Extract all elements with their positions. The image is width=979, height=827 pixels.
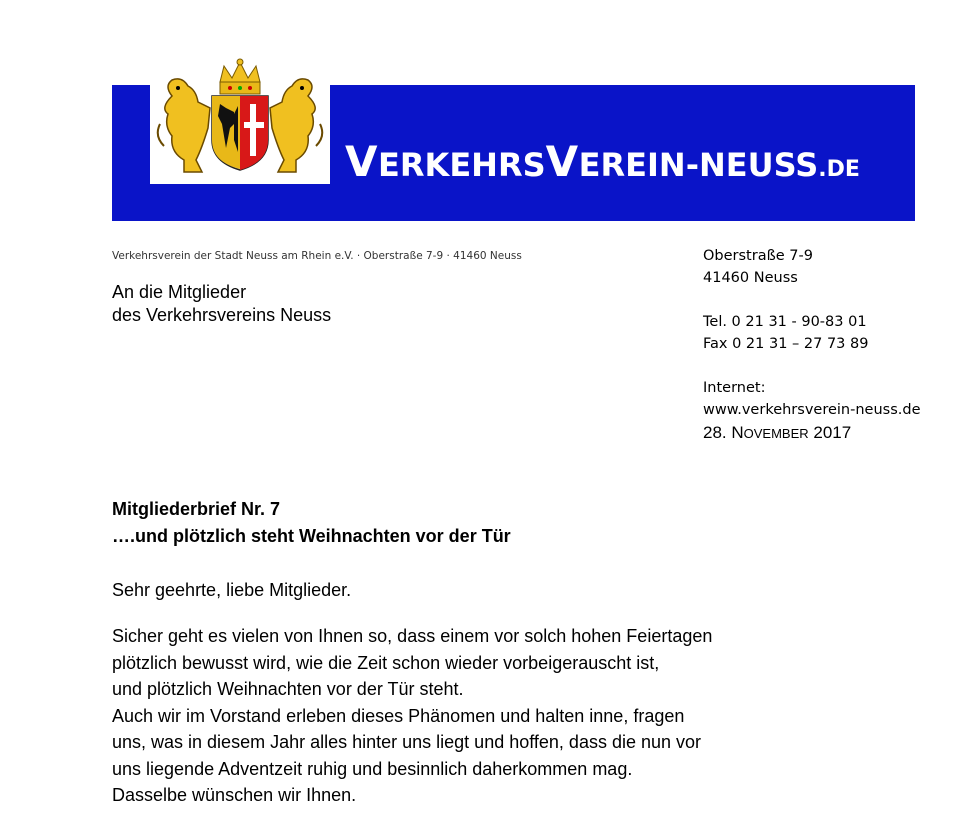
body-line: Dasselbe wünschen wir Ihnen. (112, 785, 357, 805)
letter-subject (112, 496, 511, 550)
subject-line-2: ….und plötzlich steht Weihnachten vor der Tür (112, 526, 511, 546)
contact-city: 41460 Neuss (703, 270, 798, 286)
body-line: uns, was in diesem Jahr alles hinter uns liegt und hoffen, dass die nun vor (112, 732, 702, 752)
contact-internet-label: Internet: (703, 380, 766, 396)
letter-date: 28. NOVEMBER 2017 (703, 423, 852, 442)
recipient-address (112, 281, 331, 327)
coat-of-arms-logo (150, 56, 330, 184)
contact-fax: Fax 0 21 31 – 27 73 89 (703, 336, 869, 352)
body-line: Sicher geht es vielen von Ihnen so, dass einem vor solch hohen Feiertagen (112, 626, 713, 646)
contact-tel: Tel. 0 21 31 - 90-83 01 (703, 314, 867, 330)
shield-icon (212, 96, 268, 170)
lion-right-icon (270, 79, 322, 172)
sender-return-address: Verkehrsverein der Stadt Neuss am Rhein e.V. · Oberstraße 7-9 · 41460 Neuss (112, 250, 522, 262)
crown-icon (220, 59, 260, 94)
salutation: Sehr geehrte, liebe Mitglieder. (112, 580, 352, 600)
letter-body (112, 623, 712, 809)
recipient-line-1: An die Mitglieder (112, 282, 247, 302)
contact-street: Oberstraße 7-9 (703, 248, 813, 264)
contact-block (703, 245, 921, 421)
subject-line-1: Mitgliederbrief Nr. 7 (112, 499, 281, 519)
recipient-line-2: des Verkehrsvereins Neuss (112, 305, 332, 325)
wordmark-logo: VERKEHRSVEREIN-NEUSS.DE (345, 137, 860, 186)
body-line: Auch wir im Vorstand erleben dieses Phänomen und halten inne, fragen (112, 705, 685, 726)
body-line: uns liegende Adventzeit ruhig und besinnlich daherkommen mag. (112, 758, 633, 779)
body-line: plötzlich bewusst wird, wie die Zeit schon wieder vorbeigerauscht ist, (112, 652, 660, 673)
body-line: und plötzlich Weihnachten vor der Tür steht. (112, 679, 464, 699)
lion-left-icon (158, 79, 210, 172)
contact-website: www.verkehrsverein-neuss.de (703, 402, 921, 418)
